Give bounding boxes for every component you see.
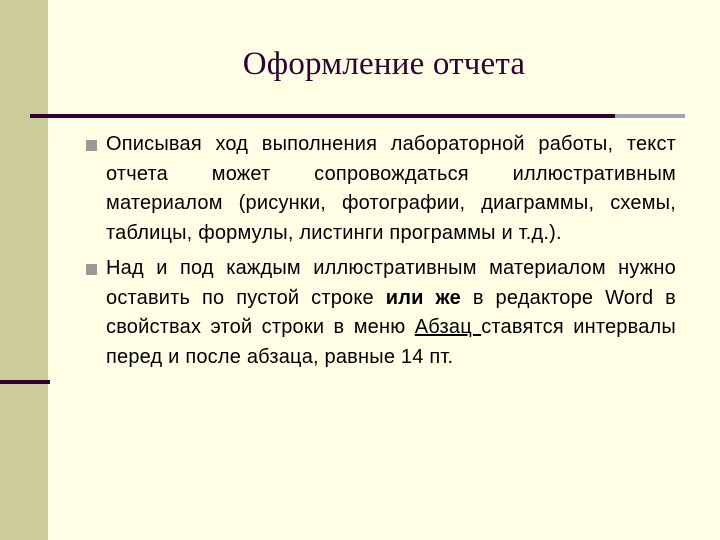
square-bullet-icon bbox=[86, 264, 97, 275]
slide-body bbox=[86, 130, 676, 378]
bullet-item bbox=[86, 130, 676, 248]
title-underline-accent bbox=[615, 114, 685, 118]
slide-title: Оформление отчета bbox=[242, 46, 526, 82]
bullet-text-part: Над и под каждым иллюстративным материалом нужно оставить по пустой строке bbox=[106, 257, 676, 309]
bullet-text bbox=[106, 254, 676, 372]
bullet-text: Описывая ход выполнения лабораторной работы, текст отчета может сопровождаться иллюстративным материалом (рисунки, фотографии, диаграммы, схемы, таблицы, формулы, листинги программы и т.д.). bbox=[106, 133, 676, 244]
left-decor-rule bbox=[0, 380, 50, 384]
bullet-item bbox=[86, 254, 676, 372]
bold-emphasis: или же bbox=[385, 286, 461, 309]
bullet-text-part: ставятся интервалы перед и после абзаца, равные 14 пт. bbox=[106, 316, 676, 368]
left-decor-bar bbox=[0, 0, 48, 540]
menu-name-underlined: Абзац bbox=[414, 316, 482, 338]
square-bullet-icon bbox=[86, 140, 97, 151]
title-underline bbox=[30, 114, 615, 118]
bullet-text-part: в редакторе Word в свойствах этой строки в меню bbox=[106, 286, 677, 338]
